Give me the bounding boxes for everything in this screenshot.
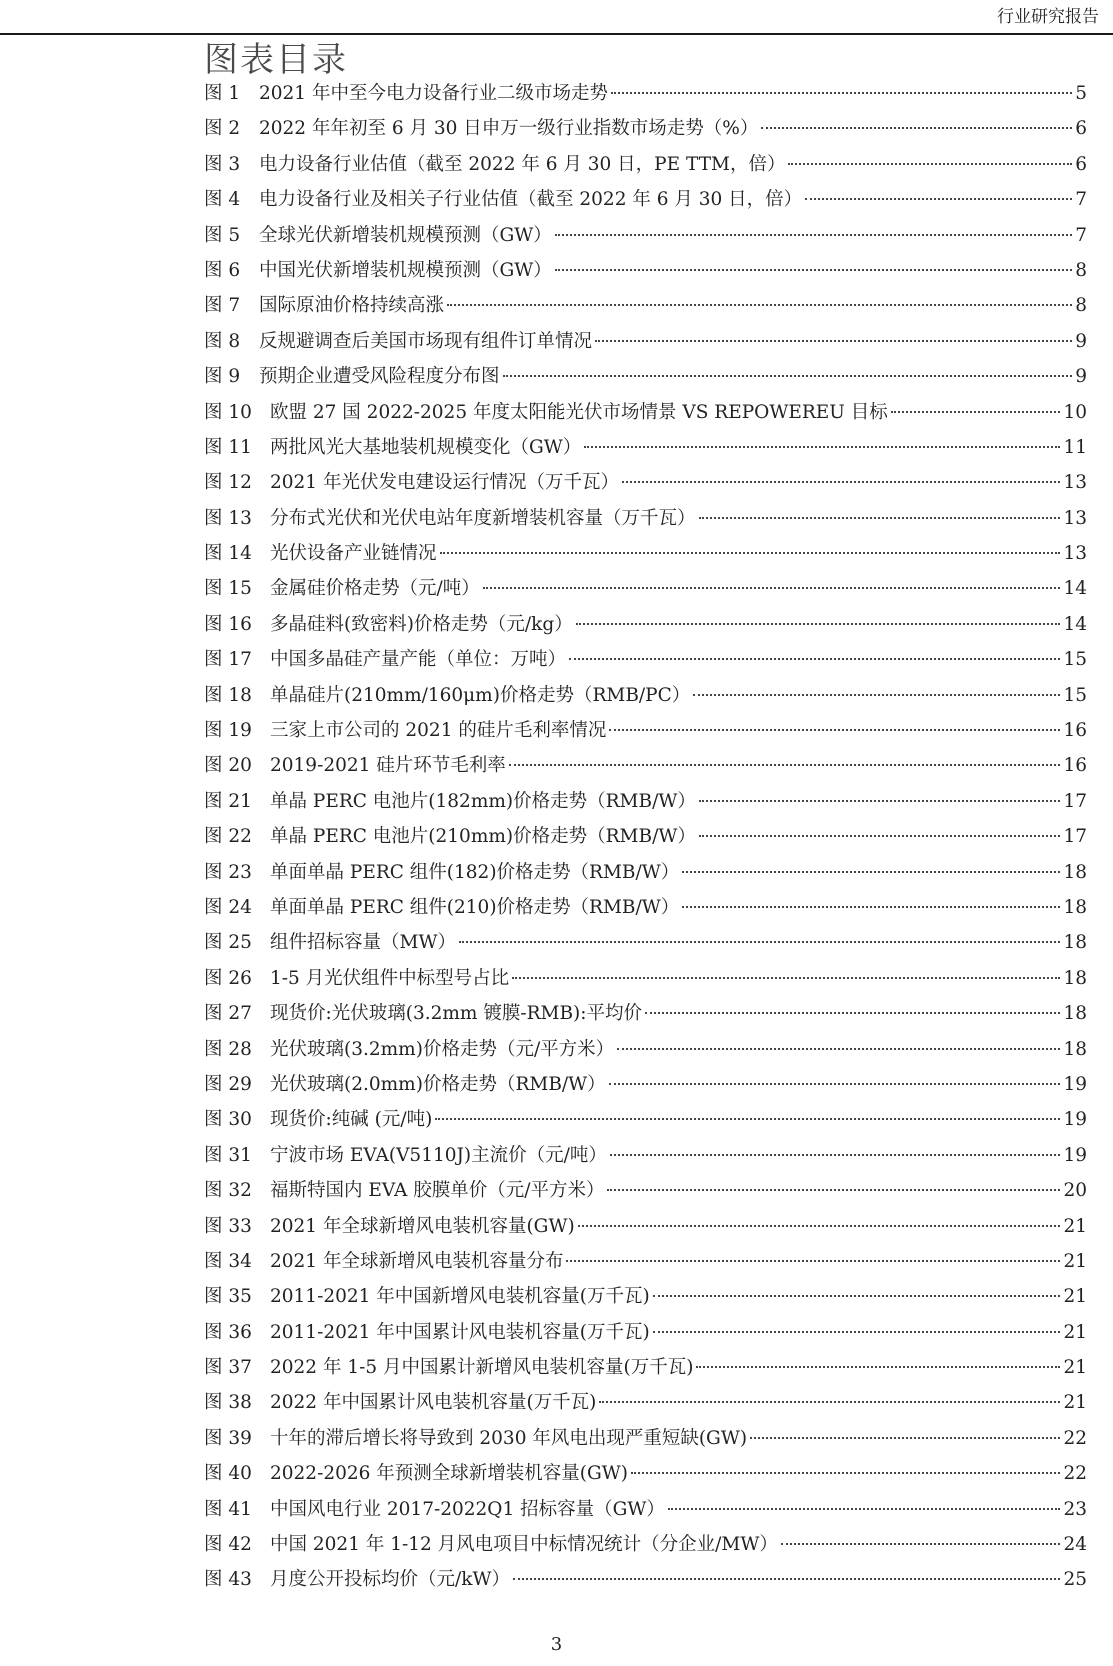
toc-entry-title: 宁波市场 EVA(V5110J)主流价（元/吨） [270, 1144, 607, 1166]
toc-entry-title: 2011-2021 年中国新增风电装机容量(万千瓦) [270, 1286, 650, 1308]
toc-entry-page: 14 [1063, 578, 1087, 600]
toc-entry-title: 2021 年光伏发电建设运行情况（万千瓦） [270, 472, 619, 494]
toc-entry-title: 中国风电行业 2017-2022Q1 招标容量（GW） [270, 1498, 665, 1520]
toc-entry-title: 中国多晶硅产量产能（单位：万吨） [270, 649, 567, 671]
toc-entry-page: 21 [1063, 1321, 1087, 1343]
dot-leader [512, 977, 1060, 979]
toc-entry-label: 图 17 [204, 649, 252, 671]
toc-entry-title: 2022-2026 年预测全球新增装机容量(GW) [270, 1463, 629, 1485]
toc-entry[interactable] [204, 1530, 1087, 1565]
toc-entry-label: 图 6 [204, 259, 241, 281]
toc-entry-title: 组件招标容量（MW） [270, 932, 456, 954]
toc-entry-label: 图 21 [204, 790, 252, 812]
toc-entry-label: 图 24 [204, 896, 252, 918]
dot-leader [682, 906, 1060, 908]
toc-entry-page: 11 [1063, 436, 1087, 458]
dot-leader [610, 1154, 1061, 1156]
toc-entry[interactable] [204, 1495, 1087, 1530]
toc-entry-title: 单面单晶 PERC 组件(210)价格走势（RMB/W） [270, 896, 680, 918]
toc-entry-page: 18 [1063, 967, 1087, 989]
dot-leader [569, 658, 1060, 660]
dot-leader [696, 1366, 1060, 1368]
toc-entry[interactable] [204, 610, 1087, 645]
dot-leader [788, 163, 1072, 165]
dot-leader [584, 446, 1060, 448]
toc-entry-page: 13 [1063, 507, 1087, 529]
toc-entry-page: 21 [1063, 1357, 1087, 1379]
dot-leader [693, 694, 1060, 696]
dot-leader [576, 623, 1061, 625]
toc-entry-label: 图 16 [204, 613, 252, 635]
toc-entry-title: 预期企业遭受风险程度分布图 [259, 366, 500, 388]
toc-entry-title: 1-5 月光伏组件中标型号占比 [270, 967, 510, 989]
toc-entry[interactable] [204, 362, 1087, 397]
toc-entry-title: 十年的滞后增长将导致到 2030 年风电出现严重短缺(GW) [270, 1427, 748, 1449]
toc-entry-label: 图 7 [204, 295, 241, 317]
dot-leader [611, 92, 1072, 94]
toc-entry-label: 图 30 [204, 1109, 252, 1131]
toc-entry[interactable] [204, 327, 1087, 362]
toc-entry-page: 13 [1063, 472, 1087, 494]
dot-leader [645, 1012, 1060, 1014]
dot-leader [555, 234, 1072, 236]
toc-entry-page: 18 [1063, 896, 1087, 918]
dot-leader [555, 269, 1072, 271]
toc-entry[interactable] [204, 681, 1087, 716]
toc-entry[interactable] [204, 645, 1087, 680]
dot-leader [607, 1189, 1060, 1191]
dot-leader [566, 1260, 1060, 1262]
toc-entry-label: 图 9 [204, 366, 241, 388]
toc-entry[interactable] [204, 1176, 1087, 1211]
dot-leader [668, 1508, 1061, 1510]
dot-leader [595, 340, 1072, 342]
toc-entry-title: 两批风光大基地装机规模变化（GW） [270, 436, 582, 458]
toc-entry-label: 图 43 [204, 1569, 252, 1591]
toc-entry-page: 7 [1075, 189, 1087, 211]
toc-entry[interactable] [204, 999, 1087, 1034]
dot-leader [699, 517, 1061, 519]
toc-entry-title: 电力设备行业估值（截至 2022 年 6 月 30 日，PE TTM，倍） [259, 153, 786, 175]
dot-leader [761, 127, 1072, 129]
toc-entry[interactable] [204, 150, 1087, 185]
toc-entry-label: 图 25 [204, 932, 252, 954]
toc-entry-title: 2011-2021 年中国累计风电装机容量(万千瓦) [270, 1321, 650, 1343]
toc-entry-label: 图 23 [204, 861, 252, 883]
dot-leader [617, 1048, 1060, 1050]
page-number: 3 [550, 1634, 563, 1655]
toc-entry[interactable] [204, 539, 1087, 574]
toc-entry-label: 图 40 [204, 1463, 252, 1485]
toc-entry-title: 2022 年中国累计风电装机容量(万千瓦) [270, 1392, 597, 1414]
toc-entry-title: 中国 2021 年 1-12 月风电项目中标情况统计（分企业/MW） [270, 1534, 778, 1556]
toc-entry-page: 19 [1063, 1144, 1087, 1166]
toc-entry-label: 图 20 [204, 755, 252, 777]
dot-leader [622, 481, 1060, 483]
toc-entry[interactable] [204, 1565, 1087, 1600]
toc-entry-title: 现货价:纯碱 (元/吨) [270, 1109, 433, 1131]
toc-entry-page: 16 [1063, 755, 1087, 777]
toc-entry-page: 19 [1063, 1073, 1087, 1095]
dot-leader [631, 1472, 1060, 1474]
toc-entry-page: 17 [1063, 826, 1087, 848]
dot-leader [750, 1437, 1060, 1439]
toc-entry-page: 8 [1075, 259, 1087, 281]
toc-entry-title: 单晶 PERC 电池片(210mm)价格走势（RMB/W） [270, 826, 696, 848]
toc-entry[interactable] [204, 716, 1087, 751]
toc-entry-page: 22 [1063, 1463, 1087, 1485]
toc-entry[interactable] [204, 1035, 1087, 1070]
toc-entry-label: 图 29 [204, 1073, 252, 1095]
toc-entry-page: 23 [1063, 1498, 1087, 1520]
toc-entry[interactable] [204, 1459, 1087, 1494]
toc-entry-page: 9 [1075, 330, 1087, 352]
dot-leader [609, 729, 1060, 731]
toc-entry-page: 18 [1063, 932, 1087, 954]
toc-entry-label: 图 33 [204, 1215, 252, 1237]
toc-entry-title: 单晶 PERC 电池片(182mm)价格走势（RMB/W） [270, 790, 696, 812]
toc-entry-label: 图 27 [204, 1003, 252, 1025]
toc-entry[interactable] [204, 858, 1087, 893]
toc-entry-page: 21 [1063, 1215, 1087, 1237]
toc-entry-page: 18 [1063, 1003, 1087, 1025]
toc-entry-title: 福斯特国内 EVA 胶膜单价（元/平方米） [270, 1180, 605, 1202]
toc-entry-title: 三家上市公司的 2021 的硅片毛利率情况 [270, 720, 607, 742]
toc-entry-label: 图 3 [204, 153, 241, 175]
toc-entry-title: 2022 年 1-5 月中国累计新增风电装机容量(万千瓦) [270, 1357, 694, 1379]
toc-entry[interactable] [204, 928, 1087, 963]
toc-entry-page: 9 [1075, 366, 1087, 388]
toc-title: 图表目录 [204, 40, 348, 80]
toc-entry[interactable] [204, 1070, 1087, 1105]
toc-entry-label: 图 22 [204, 826, 252, 848]
dot-leader [891, 411, 1061, 413]
toc-entry-page: 25 [1063, 1569, 1087, 1591]
toc-entry-title: 电力设备行业及相关子行业估值（截至 2022 年 6 月 30 日，倍） [259, 189, 803, 211]
toc-entry-page: 21 [1063, 1392, 1087, 1414]
toc-entry[interactable] [204, 1282, 1087, 1317]
toc-entry[interactable] [204, 468, 1087, 503]
dot-leader [699, 835, 1061, 837]
toc-entry-page: 18 [1063, 861, 1087, 883]
toc-entry-title: 中国光伏新增装机规模预测（GW） [259, 259, 552, 281]
toc-entry-label: 图 35 [204, 1286, 252, 1308]
toc-entry-page: 8 [1075, 295, 1087, 317]
toc-entry-title: 现货价:光伏玻璃(3.2mm 镀膜-RMB):平均价 [270, 1003, 643, 1025]
toc-entry[interactable] [204, 291, 1087, 326]
toc-entry-title: 2021 年全球新增风电装机容量(GW) [270, 1215, 575, 1237]
toc-entry-page: 16 [1063, 720, 1087, 742]
toc-entry-page: 21 [1063, 1286, 1087, 1308]
toc-entry-title: 多晶硅料(致密料)价格走势（元/kg） [270, 613, 573, 635]
dot-leader [653, 1295, 1061, 1297]
toc-entry-label: 图 37 [204, 1357, 252, 1379]
dot-leader [599, 1401, 1060, 1403]
toc-entry-label: 图 11 [204, 436, 252, 458]
toc-entry[interactable] [204, 1353, 1087, 1388]
toc-entry[interactable] [204, 1141, 1087, 1176]
toc-entry-page: 5 [1075, 83, 1087, 104]
dot-leader [805, 198, 1072, 200]
toc-entry[interactable] [204, 185, 1087, 220]
toc-entry[interactable] [204, 398, 1087, 433]
toc-entry-page: 24 [1063, 1534, 1087, 1556]
dot-leader [682, 871, 1060, 873]
figure-toc-list [204, 79, 1087, 1601]
dot-leader [435, 1118, 1060, 1120]
toc-entry-title: 反规避调查后美国市场现有组件订单情况 [259, 330, 593, 352]
toc-entry[interactable] [204, 221, 1087, 256]
toc-entry-title: 单晶硅片(210mm/160μm)价格走势（RMB/PC） [270, 684, 691, 706]
dot-leader [781, 1543, 1061, 1545]
toc-entry-title: 2022 年年初至 6 月 30 日申万一级行业指数市场走势（%） [259, 118, 759, 140]
toc-entry-title: 光伏玻璃(2.0mm)价格走势（RMB/W） [270, 1073, 606, 1095]
toc-entry-label: 图 38 [204, 1392, 252, 1414]
toc-entry-title: 2021 年中至今电力设备行业二级市场走势 [259, 83, 608, 104]
toc-entry[interactable] [204, 114, 1087, 149]
toc-entry-title: 欧盟 27 国 2022-2025 年度太阳能光伏市场情景 VS REPOWEREU 目标 [270, 401, 888, 423]
toc-entry-label: 图 4 [204, 189, 241, 211]
toc-entry-label: 图 18 [204, 684, 252, 706]
toc-entry-label: 图 34 [204, 1250, 252, 1272]
toc-entry[interactable] [204, 822, 1087, 857]
toc-entry[interactable] [204, 787, 1087, 822]
dot-leader [578, 1225, 1061, 1227]
toc-entry-label: 图 42 [204, 1534, 252, 1556]
dot-leader [483, 587, 1061, 589]
toc-entry-label: 图 39 [204, 1427, 252, 1449]
dot-leader [609, 1083, 1061, 1085]
toc-entry-label: 图 5 [204, 224, 241, 246]
toc-entry-label: 图 31 [204, 1144, 252, 1166]
dot-leader [447, 304, 1072, 306]
toc-entry-label: 图 14 [204, 543, 252, 565]
dot-leader [459, 941, 1060, 943]
toc-entry-page: 17 [1063, 790, 1087, 812]
toc-entry[interactable] [204, 1247, 1087, 1282]
toc-entry-label: 图 28 [204, 1038, 252, 1060]
toc-entry-title: 全球光伏新增装机规模预测（GW） [259, 224, 552, 246]
toc-entry[interactable] [204, 433, 1087, 468]
toc-entry-label: 图 26 [204, 967, 252, 989]
toc-entry-title: 光伏玻璃(3.2mm)价格走势（元/平方米） [270, 1038, 615, 1060]
toc-entry-page: 19 [1063, 1109, 1087, 1131]
toc-entry-page: 6 [1075, 118, 1087, 140]
dot-leader [653, 1331, 1061, 1333]
dot-leader [513, 1578, 1060, 1580]
toc-entry-label: 图 13 [204, 507, 252, 529]
toc-entry-page: 21 [1063, 1250, 1087, 1272]
toc-entry-title: 2019-2021 硅片环节毛利率 [270, 755, 506, 777]
toc-entry-label: 图 36 [204, 1321, 252, 1343]
dot-leader [509, 764, 1061, 766]
toc-entry-page: 7 [1075, 224, 1087, 246]
toc-entry-title: 单面单晶 PERC 组件(182)价格走势（RMB/W） [270, 861, 680, 883]
toc-entry-label: 图 10 [204, 401, 252, 423]
toc-entry-page: 10 [1063, 401, 1087, 423]
toc-entry[interactable] [204, 79, 1087, 114]
toc-entry-title: 分布式光伏和光伏电站年度新增装机容量（万千瓦） [270, 507, 696, 529]
dot-leader [503, 375, 1073, 377]
toc-entry[interactable] [204, 1388, 1087, 1423]
toc-entry[interactable] [204, 751, 1087, 786]
toc-entry[interactable] [204, 574, 1087, 609]
toc-entry-page: 15 [1063, 684, 1087, 706]
toc-entry-page: 15 [1063, 649, 1087, 671]
toc-entry-label: 图 2 [204, 118, 241, 140]
toc-entry-label: 图 15 [204, 578, 252, 600]
toc-entry[interactable] [204, 1424, 1087, 1459]
toc-entry-page: 20 [1063, 1180, 1087, 1202]
toc-entry-page: 18 [1063, 1038, 1087, 1060]
toc-entry-title: 金属硅价格走势（元/吨） [270, 578, 480, 600]
toc-entry[interactable] [204, 1105, 1087, 1140]
toc-entry-label: 图 41 [204, 1498, 252, 1520]
toc-entry[interactable] [204, 1318, 1087, 1353]
toc-entry-label: 图 19 [204, 720, 252, 742]
toc-entry[interactable] [204, 1212, 1087, 1247]
toc-entry-page: 13 [1063, 543, 1087, 565]
toc-entry-title: 光伏设备产业链情况 [270, 543, 437, 565]
toc-entry-label: 图 32 [204, 1180, 252, 1202]
toc-entry-label: 图 1 [204, 83, 241, 104]
dot-leader [699, 800, 1061, 802]
toc-entry-page: 14 [1063, 613, 1087, 635]
dot-leader [440, 552, 1061, 554]
toc-entry-title: 月度公开投标均价（元/kW） [270, 1569, 510, 1591]
toc-entry[interactable] [204, 964, 1087, 999]
toc-entry[interactable] [204, 504, 1087, 539]
toc-entry[interactable] [204, 256, 1087, 291]
toc-entry-label: 图 8 [204, 330, 241, 352]
toc-entry-page: 6 [1075, 153, 1087, 175]
toc-entry-title: 2021 年全球新增风电装机容量分布 [270, 1250, 564, 1272]
report-type-label: 行业研究报告 [997, 7, 1099, 27]
header-divider [0, 33, 1113, 35]
toc-entry[interactable] [204, 893, 1087, 928]
toc-entry-title: 国际原油价格持续高涨 [259, 295, 445, 317]
toc-entry-page: 22 [1063, 1427, 1087, 1449]
toc-entry-label: 图 12 [204, 472, 252, 494]
